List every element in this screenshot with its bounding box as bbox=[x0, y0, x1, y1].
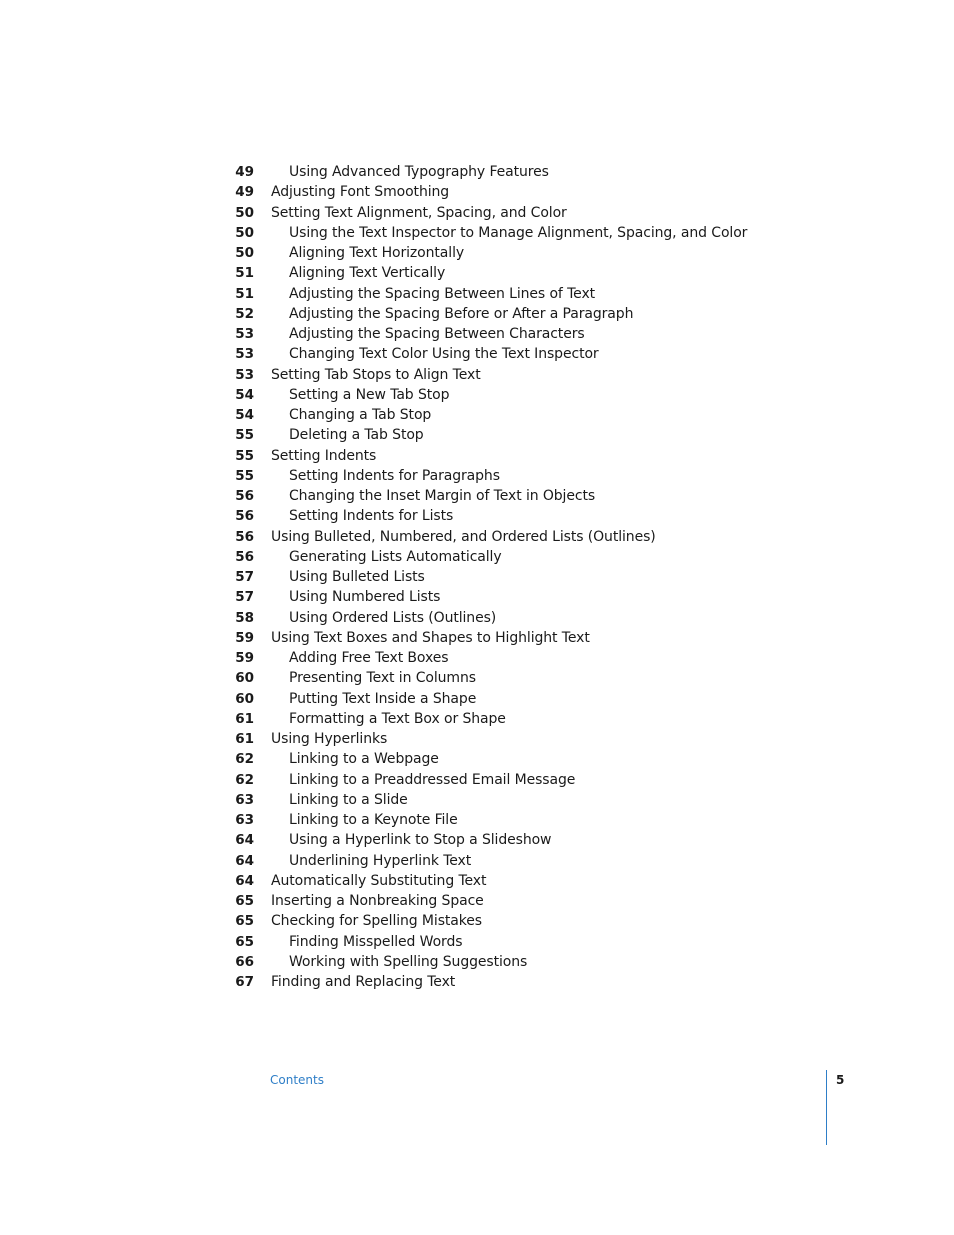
toc-entry-title: Changing Text Color Using the Text Inspector bbox=[289, 346, 599, 363]
toc-page-number: 56 bbox=[235, 508, 254, 525]
toc-entry-title: Automatically Substituting Text bbox=[271, 872, 487, 889]
toc-page-number: 66 bbox=[235, 953, 254, 970]
toc-page-number: 57 bbox=[235, 589, 254, 606]
toc-page-number: 57 bbox=[235, 569, 254, 585]
toc-entry[interactable] bbox=[232, 891, 792, 911]
toc-entry[interactable] bbox=[232, 851, 792, 871]
toc-entry-title: Working with Spelling Suggestions bbox=[289, 953, 528, 970]
toc-entry-title: Using Advanced Typography Features bbox=[289, 164, 549, 180]
toc-entry-title: Linking to a Slide bbox=[289, 791, 408, 808]
toc-page-number: 50 bbox=[235, 224, 254, 241]
toc-entry-title: Adjusting the Spacing Between Characters bbox=[289, 326, 585, 342]
toc-entry[interactable] bbox=[232, 223, 792, 243]
toc-entry-title: Linking to a Keynote File bbox=[289, 812, 458, 828]
table-of-contents bbox=[232, 162, 792, 992]
toc-entry-title: Checking for Spelling Mistakes bbox=[271, 913, 482, 930]
toc-entry[interactable] bbox=[232, 263, 792, 283]
toc-entry[interactable] bbox=[232, 446, 792, 466]
toc-page-number: 54 bbox=[235, 407, 254, 423]
toc-entry[interactable] bbox=[232, 284, 792, 304]
toc-entry-title: Setting Text Alignment, Spacing, and Color bbox=[271, 204, 567, 221]
toc-entry-title: Generating Lists Automatically bbox=[289, 548, 502, 565]
toc-entry[interactable] bbox=[232, 972, 792, 992]
toc-entry-title: Adjusting the Spacing Before or After a Paragraph bbox=[289, 305, 634, 322]
toc-entry[interactable] bbox=[232, 547, 792, 567]
toc-entry[interactable] bbox=[232, 486, 792, 506]
toc-entry[interactable] bbox=[232, 689, 792, 709]
toc-page-number: 65 bbox=[235, 933, 254, 950]
toc-page-number: 59 bbox=[235, 629, 254, 646]
toc-entry-title: Setting a New Tab Stop bbox=[289, 386, 450, 403]
toc-page-number: 61 bbox=[235, 731, 254, 747]
toc-entry-title: Linking to a Webpage bbox=[289, 751, 439, 768]
toc-page-number: 60 bbox=[235, 690, 254, 707]
toc-entry[interactable] bbox=[232, 668, 792, 688]
toc-entry[interactable] bbox=[232, 648, 792, 668]
toc-page-number: 53 bbox=[235, 366, 254, 383]
toc-entry[interactable] bbox=[232, 425, 792, 445]
toc-entry[interactable] bbox=[232, 932, 792, 952]
toc-page-number: 49 bbox=[235, 184, 254, 201]
toc-entry[interactable] bbox=[232, 729, 792, 749]
toc-entry[interactable] bbox=[232, 324, 792, 344]
toc-entry[interactable] bbox=[232, 304, 792, 324]
toc-page-number: 50 bbox=[235, 245, 254, 261]
toc-entry-title: Setting Indents for Lists bbox=[289, 508, 454, 525]
toc-entry[interactable] bbox=[232, 182, 792, 202]
toc-page-number: 60 bbox=[235, 670, 254, 687]
toc-entry-title: Aligning Text Vertically bbox=[289, 265, 446, 282]
toc-page-number: 64 bbox=[235, 872, 254, 889]
toc-entry-title: Finding and Replacing Text bbox=[271, 974, 456, 990]
toc-entry-title: Setting Indents bbox=[271, 447, 377, 464]
toc-page-number: 58 bbox=[235, 609, 254, 626]
toc-entry[interactable] bbox=[232, 243, 792, 263]
toc-entry-title: Using Hyperlinks bbox=[271, 731, 388, 747]
toc-entry[interactable] bbox=[232, 365, 792, 385]
toc-entry[interactable] bbox=[232, 952, 792, 972]
toc-entry[interactable] bbox=[232, 203, 792, 223]
toc-entry[interactable] bbox=[232, 709, 792, 729]
toc-page-number: 62 bbox=[235, 751, 254, 768]
toc-entry-title: Adjusting Font Smoothing bbox=[271, 184, 450, 201]
toc-page-number: 65 bbox=[235, 913, 254, 930]
toc-page-number: 61 bbox=[235, 710, 254, 727]
toc-entry-title: Changing the Inset Margin of Text in Objects bbox=[289, 488, 596, 504]
toc-page-number: 50 bbox=[235, 204, 254, 221]
toc-entry[interactable] bbox=[232, 567, 792, 587]
toc-page-number: 53 bbox=[235, 326, 254, 342]
toc-entry-title: Formatting a Text Box or Shape bbox=[289, 710, 506, 727]
toc-entry[interactable] bbox=[232, 871, 792, 891]
toc-page-number: 67 bbox=[235, 974, 254, 990]
toc-entry[interactable] bbox=[232, 405, 792, 425]
toc-entry-title: Inserting a Nonbreaking Space bbox=[271, 893, 484, 909]
toc-page-number: 59 bbox=[235, 650, 254, 666]
toc-entry[interactable] bbox=[232, 830, 792, 850]
toc-page-number: 55 bbox=[235, 447, 254, 464]
toc-entry[interactable] bbox=[232, 628, 792, 648]
toc-page-number: 63 bbox=[235, 791, 254, 808]
toc-page-number: 65 bbox=[235, 893, 254, 909]
toc-entry-title: Putting Text Inside a Shape bbox=[289, 690, 477, 707]
toc-entry[interactable] bbox=[232, 790, 792, 810]
footer-page-number: 5 bbox=[836, 1073, 845, 1087]
toc-entry-title: Setting Tab Stops to Align Text bbox=[271, 366, 481, 383]
toc-page-number: 56 bbox=[235, 548, 254, 565]
toc-entry-title: Adjusting the Spacing Between Lines of Text bbox=[289, 285, 596, 302]
toc-entry[interactable] bbox=[232, 608, 792, 628]
toc-entry-title: Underlining Hyperlink Text bbox=[289, 852, 472, 869]
toc-entry[interactable] bbox=[232, 162, 792, 182]
toc-page-number: 63 bbox=[235, 812, 254, 828]
toc-entry[interactable] bbox=[232, 587, 792, 607]
toc-entry-title: Presenting Text in Columns bbox=[289, 670, 476, 687]
toc-page-number: 64 bbox=[235, 832, 254, 849]
toc-entry-title: Aligning Text Horizontally bbox=[289, 245, 465, 261]
toc-page-number: 56 bbox=[235, 488, 254, 504]
footer-section-label: Contents bbox=[270, 1073, 324, 1087]
toc-page-number: 52 bbox=[235, 305, 254, 322]
toc-page-number: 53 bbox=[235, 346, 254, 363]
toc-page-number: 56 bbox=[235, 528, 254, 545]
toc-entry-title: Using a Hyperlink to Stop a Slideshow bbox=[289, 832, 552, 849]
toc-entry-title: Using Bulleted, Numbered, and Ordered Lists (Outlines) bbox=[271, 528, 656, 545]
toc-entry[interactable] bbox=[232, 810, 792, 830]
footer-divider bbox=[826, 1070, 827, 1145]
toc-entry-title: Using Numbered Lists bbox=[289, 589, 441, 606]
toc-entry-title: Deleting a Tab Stop bbox=[289, 427, 424, 444]
toc-entry-title: Using Bulleted Lists bbox=[289, 569, 425, 585]
toc-page-number: 55 bbox=[235, 427, 254, 444]
toc-entry-title: Setting Indents for Paragraphs bbox=[289, 467, 500, 484]
toc-entry-title: Linking to a Preaddressed Email Message bbox=[289, 771, 576, 788]
toc-page-number: 54 bbox=[235, 386, 254, 403]
toc-page-number: 49 bbox=[235, 164, 254, 180]
toc-entry[interactable] bbox=[232, 749, 792, 769]
toc-page-number: 51 bbox=[235, 285, 254, 302]
toc-page-number: 55 bbox=[235, 467, 254, 484]
toc-entry[interactable] bbox=[232, 385, 792, 405]
toc-entry-title: Changing a Tab Stop bbox=[289, 407, 432, 423]
toc-entry[interactable] bbox=[232, 911, 792, 931]
toc-entry-title: Using the Text Inspector to Manage Alignment, Spacing, and Color bbox=[289, 224, 748, 241]
toc-page-number: 62 bbox=[235, 771, 254, 788]
toc-entry[interactable] bbox=[232, 466, 792, 486]
toc-entry-title: Adding Free Text Boxes bbox=[289, 650, 449, 666]
toc-page-number: 64 bbox=[235, 852, 254, 869]
toc-entry-title: Finding Misspelled Words bbox=[289, 933, 463, 950]
toc-entry[interactable] bbox=[232, 344, 792, 364]
toc-page-number: 51 bbox=[235, 265, 254, 282]
toc-entry-title: Using Text Boxes and Shapes to Highlight Text bbox=[271, 629, 590, 646]
toc-entry[interactable] bbox=[232, 506, 792, 526]
toc-entry[interactable] bbox=[232, 770, 792, 790]
toc-entry-title: Using Ordered Lists (Outlines) bbox=[289, 609, 497, 626]
toc-entry[interactable] bbox=[232, 527, 792, 547]
